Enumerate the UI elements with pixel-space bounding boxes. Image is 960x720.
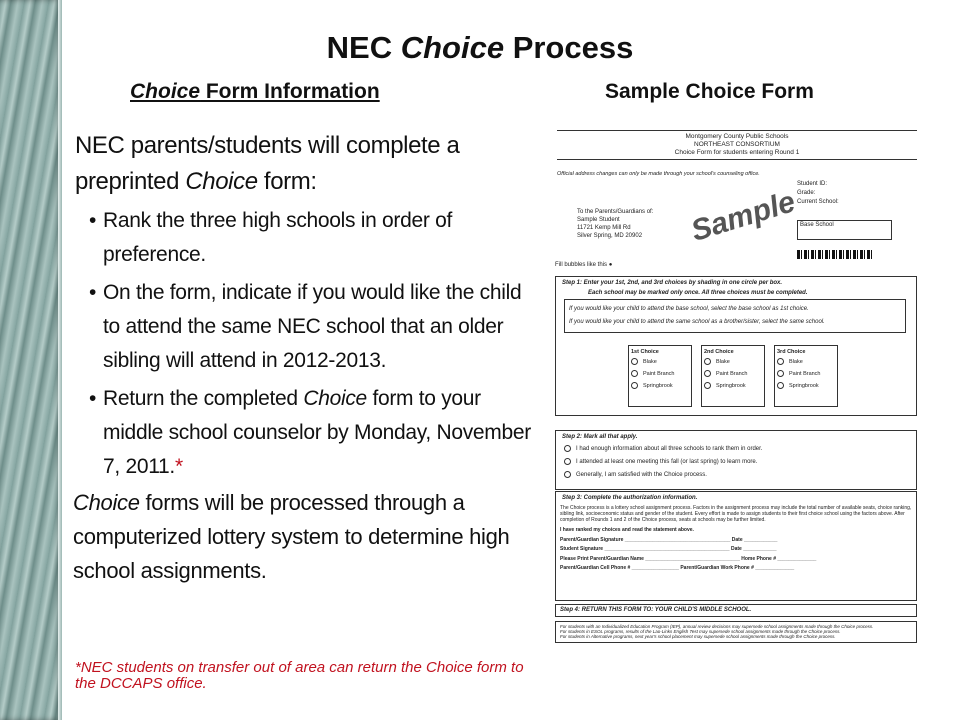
form-step1: Step 1: Enter your 1st, 2nd, and 3rd choices by shading in one circle per box. Each school may be marked only once. All three choices must be completed. If you would like your child to attend the base school, select the base school as 1st choice. If you would like your child to attend the same school as a brother/sister, select the same school. 1st Choice Blake Paint Branch Springbrook 2nd Choice Blake Paint Branch Springbrook 3rd Choice Blake Paint Branch Springbrook <box>555 276 917 416</box>
bubble-icon <box>777 370 784 377</box>
bubble-icon <box>777 358 784 365</box>
bubble-icon <box>631 382 638 389</box>
form-fill-note: Fill bubbles like this ● <box>555 262 613 268</box>
bubble-icon <box>631 358 638 365</box>
form-step4: Step 4: RETURN THIS FORM TO: YOUR CHILD'S MIDDLE SCHOOL. <box>555 604 917 617</box>
decorative-left-border <box>0 0 62 720</box>
bubble-icon <box>564 458 571 465</box>
form-step2: Step 2: Mark all that apply. I had enough information about all three schools to rank them in order. I attended at least one meeting this fall (or last spring) to learn more. Generally, I am satisfied with the Choice process. <box>555 430 917 490</box>
form-official-note: Official address changes can only be made through your school's counseling office. <box>557 171 760 177</box>
bullet-return-form: • Return the completed Choice form to your middle school counselor by Monday, November 7, 2011.* <box>75 382 535 484</box>
bullet-glyph: • <box>89 209 97 232</box>
bubble-icon <box>564 445 571 452</box>
form-choice-box: 3rd Choice Blake Paint Branch Springbrook <box>774 345 838 407</box>
form-base-school-box: Base School <box>797 220 892 240</box>
form-header: Montgomery County Public Schools NORTHEAST CONSORTIUM Choice Form for students entering Round 1 <box>557 130 917 160</box>
bubble-icon <box>704 370 711 377</box>
sample-watermark: Sample <box>687 185 800 248</box>
bubble-icon <box>564 471 571 478</box>
intro-paragraph: NEC parents/students will complete a preprinted Choice form: <box>75 132 460 195</box>
bubble-icon <box>777 382 784 389</box>
form-address-block: To the Parents/Guardians of: Sample Student 11721 Kemp Mill Rd Silver Spring, MD 20902 <box>577 209 654 239</box>
subheading-form-information: Choice Form Information <box>130 80 380 103</box>
form-step3: Step 3: Complete the authorization information. The Choice process is a lottery school assignment process. Factors in the assignment process may include the total number of available seats, choice ranking, sibling link, socioeconomic status and gender of the student. Every effort is made to assign students to their first choice school using the factors above. After completion of Rounds 1 and 2 of the Choice process, seats at schools may be further limited. I have ranked my choices and read the statement above. Parent/Guardian Signature ______________________________________ Date ____________ Student Signature _____________________________________________ Date ____________ Please Print Parent/Guardian Name __________________________________ Home Phone # ______________ Parent/Guardian Cell Phone # _________________ Parent/Guardian Work Phone # ______________ <box>555 491 917 601</box>
info-text-column <box>75 128 535 588</box>
bullet-glyph: • <box>89 281 97 304</box>
form-barcode <box>797 250 872 259</box>
subheading-sample-form: Sample Choice Form <box>605 80 814 103</box>
form-footnotes: For students with an Individualized Education Program (IEP), annual review decisions may supersede school assignments made through the Choice process. For students in ESOL programs, results of the Lao-Links English Test may supersede school assignments made through the Choice process. For students in Alternative programs, next year's school placement may supersede school assignments made through the Choice process. <box>555 621 917 643</box>
lottery-paragraph: Choice forms will be processed through a computerized lottery system to determine high school assignments. <box>73 490 510 583</box>
bubble-icon <box>704 382 711 389</box>
footnote-marker: * <box>174 455 183 478</box>
footnote-transfer: *NEC students on transfer out of area can return the Choice form to the DCCAPS office. <box>75 659 524 692</box>
form-step1-instructions: If you would like your child to attend the base school, select the base school as 1st choice. If you would like your child to attend the same school as a brother/sister, select the same school. <box>564 299 906 333</box>
form-choice-box: 2nd Choice Blake Paint Branch Springbrook <box>701 345 765 407</box>
bullet-rank-schools: • Rank the three high schools in order of preference. <box>75 204 535 272</box>
form-student-info: Student ID: Grade: Current School: <box>797 181 839 205</box>
bubble-icon <box>704 358 711 365</box>
slide-title: NEC Choice Process <box>326 30 634 65</box>
bubble-icon <box>631 370 638 377</box>
bullet-glyph: • <box>89 387 97 410</box>
bullet-sibling: • On the form, indicate if you would like the child to attend the same NEC school that an older sibling will attend in 2012-2013. <box>75 276 535 378</box>
sample-choice-form-image <box>552 128 920 648</box>
form-choice-box: 1st Choice Blake Paint Branch Springbrook <box>628 345 692 407</box>
